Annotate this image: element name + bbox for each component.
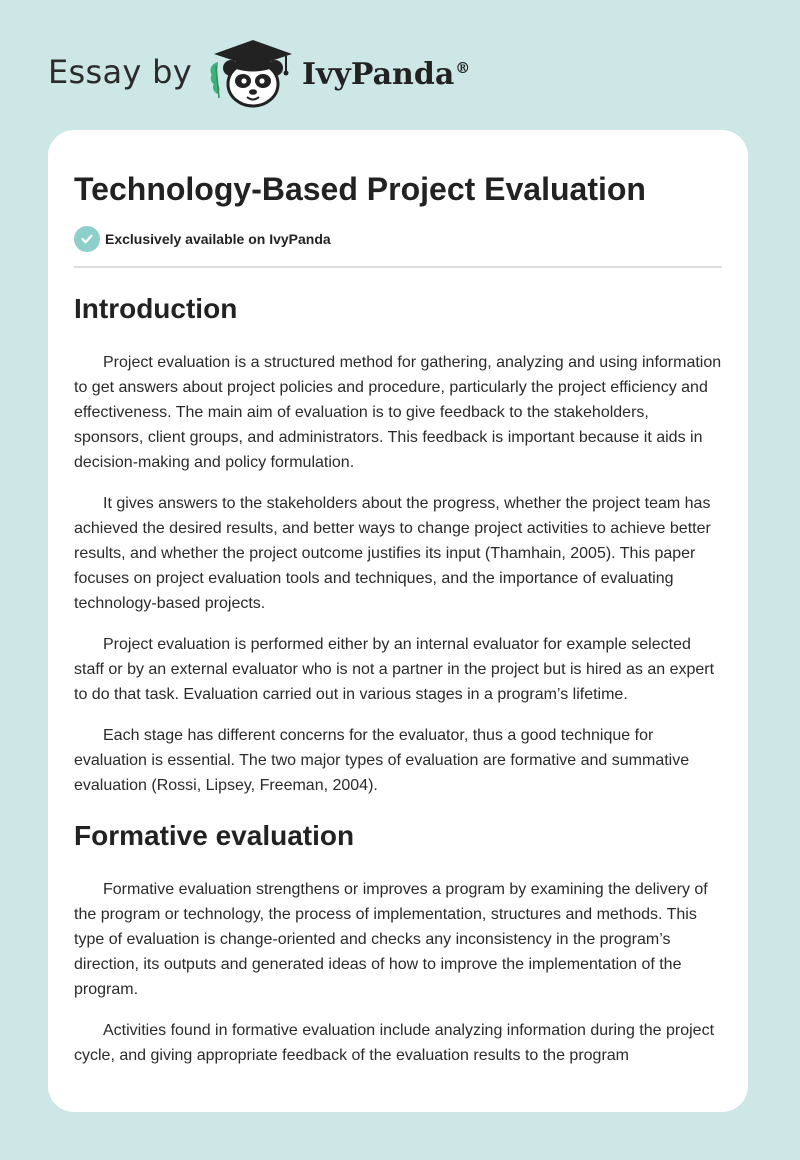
paragraph: Project evaluation is performed either by an internal evaluator for example selected staff or by an external evaluator who is not a partner in the project but is hired as an expert to do that task. Evaluation carried out in various stages in a program’s lifetime. — [74, 636, 715, 703]
essay-by-label: Essay by — [48, 53, 192, 91]
paragraph: Activities found in formative evaluation include analyzing information during the project cycle, and giving appropriate feedback of the evaluation results to the program — [74, 1022, 715, 1064]
site-header — [48, 36, 470, 108]
paragraph: Project evaluation is a structured method for gathering, analyzing and using information to get answers about project policies and procedure, particularly the project efficiency and effectiveness. The main aim of evaluation is to give feedback to the stakeholders, sponsors, client groups, and administrators. This feedback is important because it aids in decision-making and policy formulation. — [74, 354, 722, 471]
check-circle-icon — [74, 226, 100, 252]
registered-mark: ® — [455, 58, 471, 77]
essay-title: Technology-Based Project Evaluation — [74, 171, 646, 207]
paragraph: It gives answers to the stakeholders about the progress, whether the project team has achieved the desired results, and better ways to change project activities to achieve better results, and whether the project outcome justifies its input (Thamhain, 2005). This paper focuses on project evaluation tools and techniques, and the importance of evaluating technology-based projects. — [74, 495, 711, 612]
exclusive-badge — [74, 226, 722, 252]
paragraph: Formative evaluation strengthens or improves a program by examining the delivery of the program or technology, the process of implementation, structures and methods. This type of evaluation is change-oriented and checks any inconsistency in the program’s direction, its outputs and generated ideas of how to improve the implementation of the program. — [74, 881, 708, 998]
essay-card — [48, 130, 748, 1112]
panda-graduate-icon[interactable] — [206, 36, 300, 108]
section-heading-introduction: Introduction — [74, 293, 238, 324]
exclusive-badge-text: Exclusively available on IvyPanda — [105, 231, 331, 247]
brand-name[interactable]: IvyPanda® — [301, 56, 471, 92]
paragraph: Each stage has different concerns for the evaluator, thus a good technique for evaluation is essential. The two major types of evaluation are formative and summative evaluation (Rossi, Lipsey, Freeman, 2004). — [74, 727, 690, 794]
title-divider — [74, 266, 722, 268]
section-heading-formative-evaluation: Formative evaluation — [74, 820, 355, 851]
